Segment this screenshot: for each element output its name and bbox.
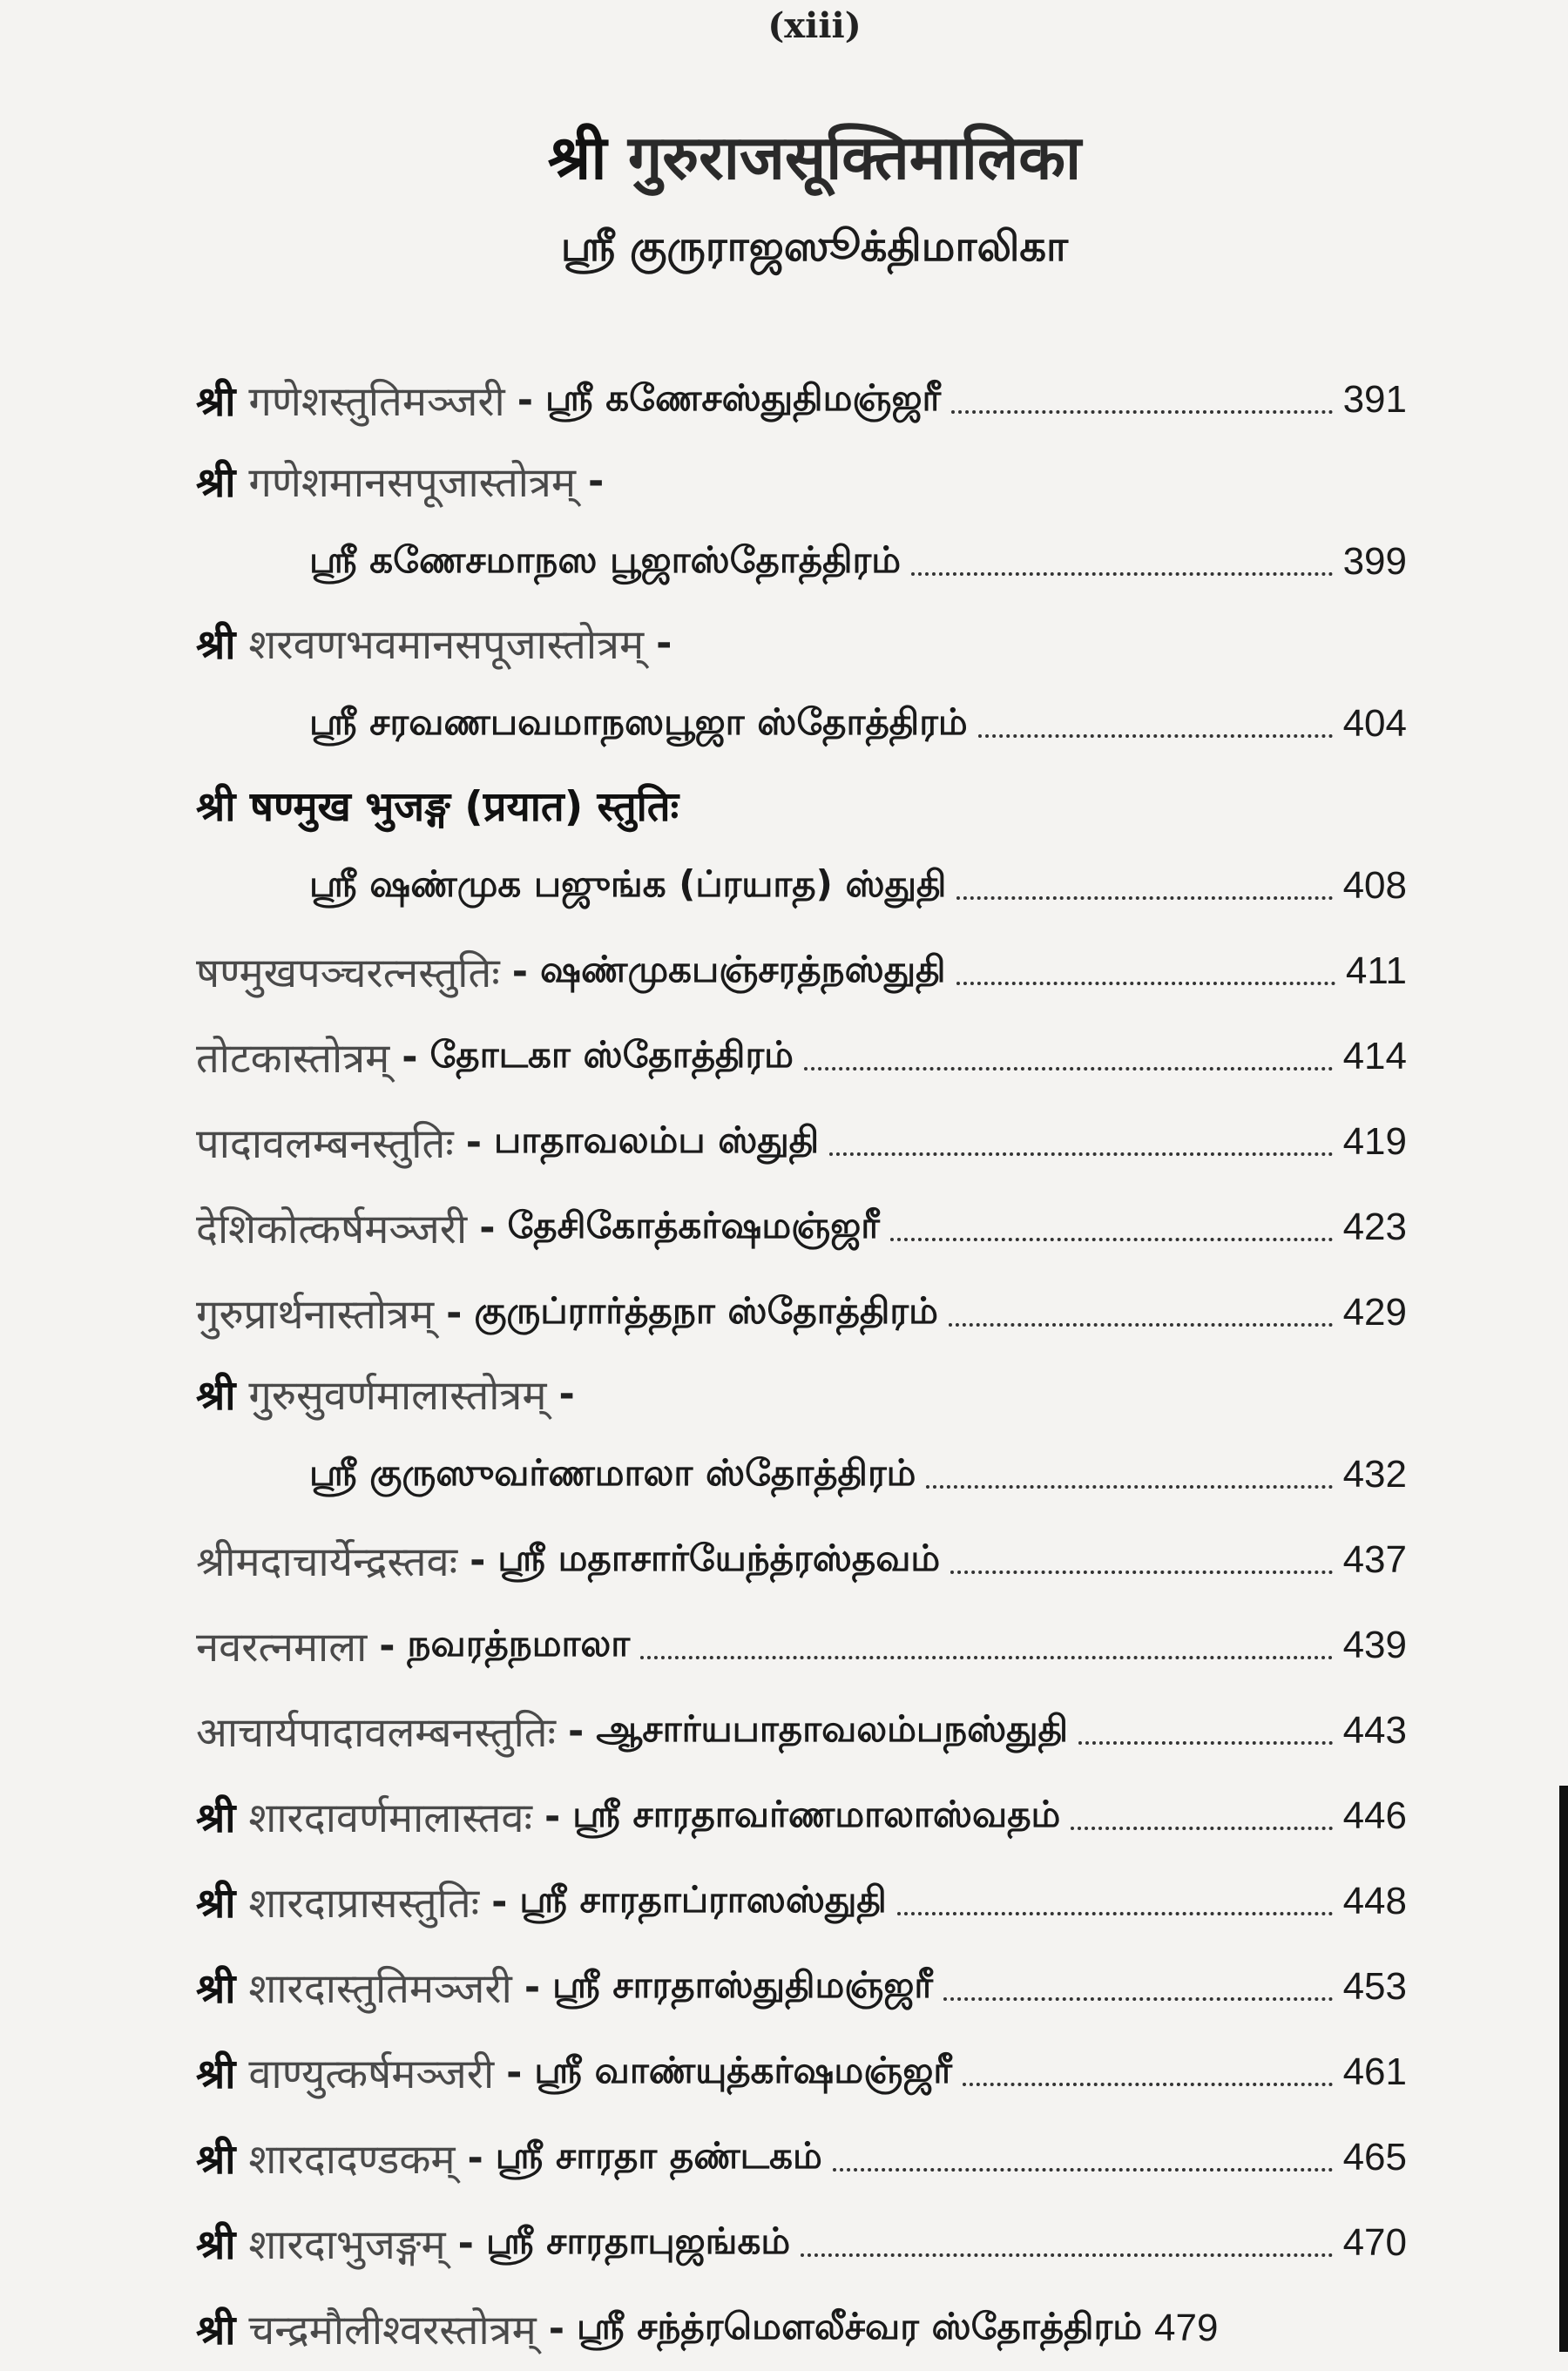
toc-sanskrit-prefix: श्री xyxy=(196,1965,236,2013)
toc-page-number: 404 xyxy=(1342,702,1407,745)
toc-sanskrit-name: गणेशमानसपूजास्तोत्रम् xyxy=(248,459,576,507)
page-subtitle: ஸ்ரீ குருராஜஸூக்திமாலிகா xyxy=(560,222,1069,271)
toc-sanskrit-prefix: श्री xyxy=(196,2136,236,2184)
toc-sanskrit-prefix: श्री xyxy=(196,621,236,669)
toc-entry xyxy=(196,1603,1407,1688)
toc-leader-dots xyxy=(890,1238,1333,1241)
toc-sanskrit-title xyxy=(196,2130,456,2185)
toc-entry-heading xyxy=(196,605,1407,681)
toc-leader-dots xyxy=(950,1571,1332,1574)
toc-sanskrit-name: चन्द्रमौलीश्वरस्तोत्रम् xyxy=(248,2307,537,2354)
toc-sanskrit-prefix: श्री xyxy=(196,378,236,426)
toc-sanskrit-name: शारदावर्णमालास्तवः xyxy=(248,1794,533,1842)
toc-separator: - xyxy=(558,1371,575,1416)
toc-sanskrit-prefix: श्री xyxy=(196,2307,236,2354)
toc-sanskrit-name: गणेशस्तुतिमञ्जरी xyxy=(248,378,505,426)
toc-sanskrit-name: शरवणभवमानसपूजास्तोत्रम् xyxy=(248,621,645,669)
toc-tamil-title: நவரத்நமாலா xyxy=(407,1621,631,1665)
toc-page-number: 470 xyxy=(1342,2221,1407,2264)
toc-page-number: 391 xyxy=(1342,378,1407,421)
toc-leader-dots xyxy=(956,982,1335,985)
toc-page-number: 443 xyxy=(1342,1709,1407,1752)
toc-sanskrit-name: श्रीमदाचार्येन्द्रस्तवः xyxy=(196,1538,458,1586)
toc-entry xyxy=(196,681,1407,767)
toc-tamil-title: ஸ்ரீ சாரதாப்ராஸஸ்துதி xyxy=(519,1877,887,1921)
toc-leader-dots xyxy=(911,572,1333,576)
toc-entry xyxy=(196,1517,1407,1603)
toc-sanskrit-prefix: श्री xyxy=(196,2050,236,2098)
toc-leader-dots xyxy=(978,734,1333,738)
toc-entry xyxy=(196,519,1407,605)
toc-entry xyxy=(196,2030,1407,2115)
toc-entry xyxy=(196,1773,1407,1859)
toc-leader-dots xyxy=(640,1656,1332,1659)
toc-page-number: 429 xyxy=(1342,1291,1407,1334)
toc-separator: - xyxy=(568,1708,585,1753)
toc-entry xyxy=(196,1859,1407,1944)
toc-page-number: 408 xyxy=(1342,864,1407,907)
title-prefix: श्री xyxy=(547,122,607,193)
toc-tamil-title: தோடகா ஸ்தோத்திரம் xyxy=(429,1032,794,1076)
toc-page-number: 453 xyxy=(1342,1965,1407,2008)
toc-separator: - xyxy=(506,2050,523,2095)
toc-separator: - xyxy=(379,1623,395,1668)
toc-leader-dots xyxy=(804,1067,1333,1071)
toc-tamil-title: ஸ்ரீ கணேசஸ்துதிமஞ்ஜரீ xyxy=(545,375,942,419)
toc-tamil-title: ஷண்முகபஞ்சரத்நஸ்துதி xyxy=(540,947,946,990)
page-title xyxy=(0,113,1568,197)
toc-entry xyxy=(196,2286,1407,2371)
toc-entry-heading xyxy=(196,1355,1407,1432)
toc-sanskrit-name: षण्मुखपञ्चरत्नस्तुतिः xyxy=(196,949,500,997)
toc-tamil-title: ஸ்ரீ சரவணபவமாநஸபூஜா ஸ்தோத்திரம் xyxy=(309,699,968,743)
toc-entry xyxy=(196,929,1407,1014)
toc-sanskrit-prefix: श्री xyxy=(196,1794,236,1842)
toc-separator: - xyxy=(457,2220,474,2266)
toc-page-number: 446 xyxy=(1342,1794,1407,1837)
toc-sanskrit-name: शारदाप्रासस्तुतिः xyxy=(248,1880,480,1928)
toc-page-number: 437 xyxy=(1342,1538,1407,1581)
toc-sanskrit-title xyxy=(196,2044,494,2100)
toc-page-number: 432 xyxy=(1342,1453,1407,1496)
toc-tamil-title: ஆசார்யபாதாவலம்பநஸ்துதி xyxy=(596,1706,1069,1750)
toc-tamil-title: பாதாவலம்ப ஸ்துதி xyxy=(494,1118,820,1161)
toc-sanskrit-name: आचार्यपादावलम्बनस्तुतिः xyxy=(196,1709,557,1757)
page-number: (xiii) xyxy=(767,5,862,46)
toc-sanskrit-name: वाण्युत्कर्षमञ्जरी xyxy=(248,2050,495,2098)
toc-sanskrit-name: गुरुप्रार्थनास्तोत्रम् xyxy=(196,1291,435,1339)
toc-tamil-title: ஸ்ரீ சாரதா தண்டகம் xyxy=(495,2133,822,2177)
toc-page-number: 439 xyxy=(1342,1624,1407,1666)
toc-sanskrit-title xyxy=(196,2300,537,2356)
toc-sanskrit-prefix: श्री xyxy=(196,783,236,831)
toc-sanskrit-title xyxy=(196,453,576,509)
toc-page-number: 414 xyxy=(1342,1035,1407,1077)
toc-separator: - xyxy=(491,1879,508,1924)
toc-entry xyxy=(196,2115,1407,2200)
toc-entry xyxy=(196,1014,1407,1099)
toc-separator: - xyxy=(656,620,672,665)
toc-leader-dots xyxy=(833,2168,1333,2172)
toc-entry-heading xyxy=(196,767,1407,843)
toc-leader-dots xyxy=(1071,1827,1332,1830)
toc-leader-dots xyxy=(897,1912,1333,1915)
toc-entry-heading xyxy=(196,442,1407,519)
toc-sanskrit-title xyxy=(196,2215,446,2271)
toc-sanskrit-name: पादावलम्बनस्तुतिः xyxy=(196,1120,454,1168)
toc-separator: - xyxy=(544,1793,561,1839)
toc-sanskrit-name: षण्मुख भुजङ्ग (प्रयात) स्तुतिः xyxy=(249,783,679,831)
toc-sanskrit-title xyxy=(196,1959,512,2015)
toc-leader-dots xyxy=(963,2083,1333,2086)
toc-separator: - xyxy=(524,1964,541,2010)
title-name: गुरुराजसूक्तिमालिका xyxy=(627,122,1082,193)
toc-leader-dots xyxy=(926,1485,1332,1489)
toc-page-number: 419 xyxy=(1342,1120,1407,1163)
page-edge-shadow xyxy=(1559,1786,1568,2352)
toc-leader-dots xyxy=(829,1152,1332,1156)
toc-separator: - xyxy=(587,458,605,503)
toc-tamil-title: ஸ்ரீ சாரதாஸ்துதிமஞ்ஜரீ xyxy=(552,1962,934,2006)
toc-separator: - xyxy=(446,1290,463,1335)
toc-page-number: 448 xyxy=(1342,1880,1407,1922)
toc-entry xyxy=(196,1944,1407,2030)
toc-tamil-title: தேசிகோத்கர்ஷமஞ்ஜரீ xyxy=(507,1203,880,1246)
toc-page-number: 399 xyxy=(1342,540,1407,583)
toc-separator: - xyxy=(467,2135,483,2180)
toc-tamil-title: ஸ்ரீ சாரதாபுஜங்கம் xyxy=(485,2219,791,2262)
toc-sanskrit-name: शारदाभुजङ्गम् xyxy=(248,2221,446,2269)
toc-entry xyxy=(196,1270,1407,1355)
toc-tamil-title: ஸ்ரீ குருஸுவர்ணமாலா ஸ்தோத்திரம் xyxy=(309,1450,916,1494)
toc-tamil-title: ஸ்ரீ சாரதாவர்ணமாலாஸ்வதம் xyxy=(572,1792,1061,1835)
toc-sanskrit-title xyxy=(196,1366,546,1422)
toc-entry xyxy=(196,1688,1407,1773)
toc-sanskrit-title xyxy=(196,1874,479,1929)
toc-separator: - xyxy=(402,1034,418,1079)
toc-page-number: 423 xyxy=(1342,1206,1407,1248)
toc-sanskrit-prefix: श्री xyxy=(196,459,236,507)
toc-tamil-title: ஸ்ரீ வாண்யுத்கர்ஷமஞ்ஜரீ xyxy=(534,2048,953,2091)
toc-entry xyxy=(196,1099,1407,1185)
toc-entry xyxy=(196,357,1407,442)
toc-sanskrit-name: शारदादण्डकम् xyxy=(248,2136,456,2184)
toc-tamil-title: ஸ்ரீ மதாசார்யேந்த்ரஸ்தவம் xyxy=(497,1536,941,1579)
toc-separator: - xyxy=(511,949,529,994)
toc-tamil-title: ஸ்ரீ ஷண்முக பஜுங்க (ப்ரயாத) ஸ்துதி xyxy=(309,861,947,905)
toc-entry xyxy=(196,843,1407,929)
toc-sanskrit-title xyxy=(196,777,679,833)
toc-sanskrit-name: गुरुसुवर्णमालास्तोत्रम् xyxy=(248,1372,547,1420)
toc-sanskrit-prefix: श्री xyxy=(196,1372,236,1420)
toc-sanskrit-name: तोटकास्तोत्रम् xyxy=(196,1035,390,1083)
toc-leader-dots xyxy=(956,896,1332,900)
toc-entry xyxy=(196,1185,1407,1270)
toc-page-number: 479 xyxy=(1154,2307,1219,2349)
toc-entry xyxy=(196,1432,1407,1517)
toc-separator: - xyxy=(517,377,533,422)
toc-sanskrit-name: शारदास्तुतिमञ्जरी xyxy=(248,1965,512,2013)
toc-leader-dots xyxy=(951,410,1332,414)
table-of-contents xyxy=(196,357,1407,2371)
toc-separator: - xyxy=(479,1205,496,1250)
toc-separator: - xyxy=(470,1537,486,1583)
toc-sanskrit-prefix: श्री xyxy=(196,2221,236,2269)
toc-sanskrit-title xyxy=(196,615,644,671)
toc-sanskrit-prefix: श्री xyxy=(196,1880,236,1928)
toc-leader-dots xyxy=(801,2253,1332,2257)
toc-tamil-title: ஸ்ரீ சந்த்ரமௌலீச்வர ஸ்தோத்திரம் xyxy=(576,2304,1143,2347)
toc-tamil-title: ஸ்ரீ கணேசமாநஸ பூஜாஸ்தோத்திரம் xyxy=(309,537,902,581)
toc-tamil-title: குருப்ரார்த்தநா ஸ்தோத்திரம் xyxy=(474,1288,938,1332)
toc-page-number: 461 xyxy=(1342,2050,1407,2093)
toc-page-number: 411 xyxy=(1345,949,1407,992)
toc-page-number: 465 xyxy=(1342,2136,1407,2178)
toc-entry xyxy=(196,2200,1407,2286)
toc-leader-dots xyxy=(1078,1741,1332,1745)
toc-sanskrit-name: देशिकोत्कर्षमञ्जरी xyxy=(196,1206,468,1253)
toc-sanskrit-title xyxy=(196,1788,532,1844)
toc-sanskrit-title xyxy=(196,372,505,428)
toc-separator: - xyxy=(465,1119,482,1165)
toc-leader-dots xyxy=(949,1323,1333,1327)
toc-leader-dots xyxy=(943,1997,1332,2001)
toc-sanskrit-name: नवरत्नमाला xyxy=(196,1624,368,1672)
toc-separator: - xyxy=(548,2306,564,2351)
